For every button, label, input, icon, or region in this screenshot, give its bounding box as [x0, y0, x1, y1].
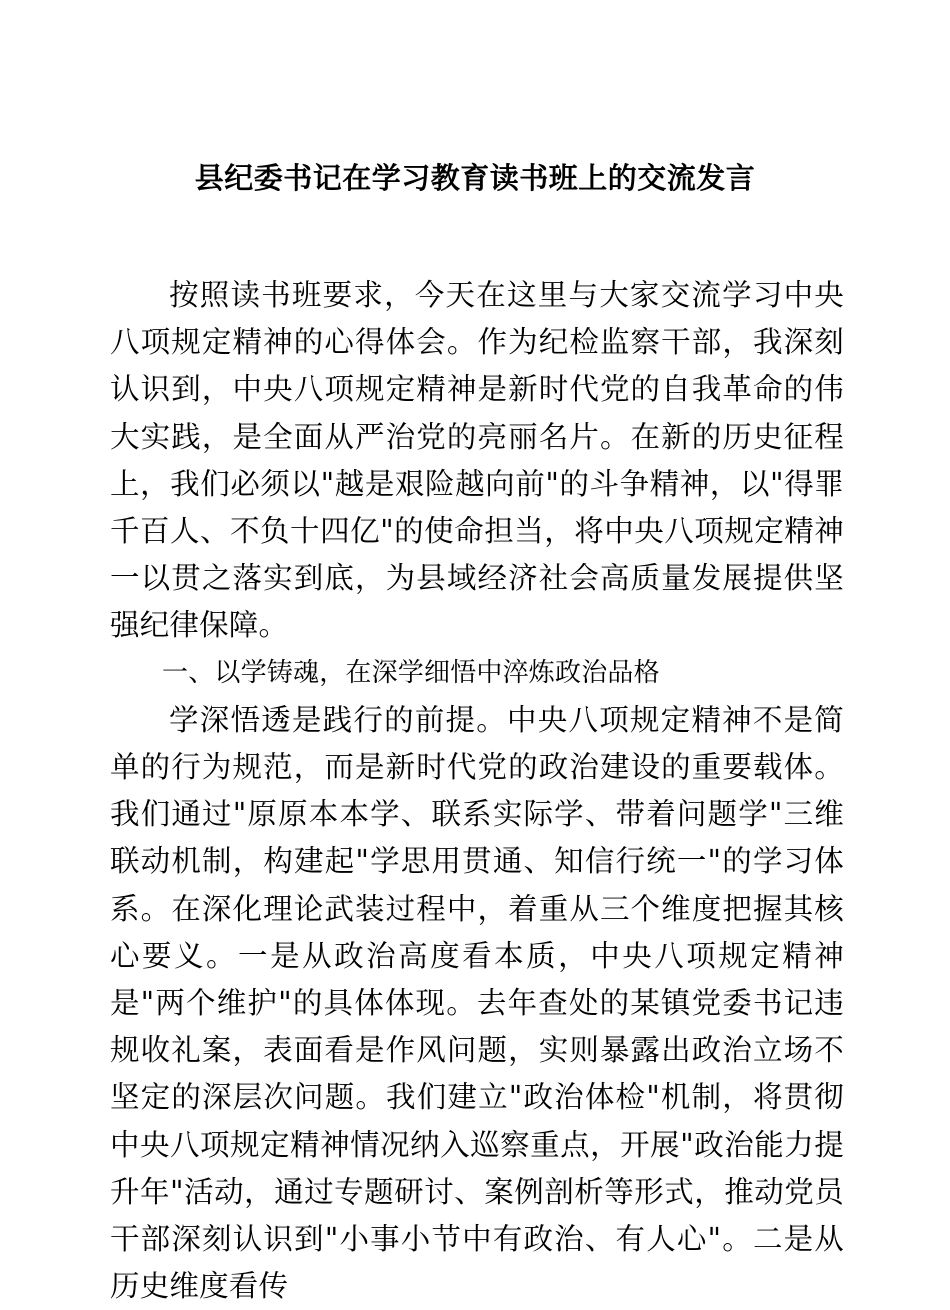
intro-paragraph: 按照读书班要求，今天在这里与大家交流学习中央八项规定精神的心得体会。作为纪检监察干部，我深刻认识到，中央八项规定精神是新时代党的自我革命的伟大实践，是全面从严治党的亮丽名片。在新的历史征程上，我们必须以"越是艰险越向前"的斗争精神，以"得罪千百人、不负十四亿"的使命担当，将中央八项规定精神一以贯之落实到底，为县域经济社会高质量发展提供坚强纪律保障。	[110, 278, 844, 643]
page-title: 县纪委书记在学习教育读书班上的交流发言	[194, 161, 756, 195]
section-one-body: 学深悟透是践行的前提。中央八项规定精神不是简单的行为规范，而是新时代党的政治建设的重要载体。我们通过"原原本本学、联系实际学、带着问题学"三维联动机制，构建起"学思用贯通、知信行统一"的学习体系。在深化理论武装过程中，着重从三个维度把握其核心要义。一是从政治高度看本质，中央八项规定精神是"两个维护"的具体体现。去年查处的某镇党委书记违规收礼案，表面看是作风问题，实则暴露出政治立场不坚定的深层次问题。我们建立"政治体检"机制，将贯彻中央八项规定精神情况纳入巡察重点，开展"政治能力提升年"活动，通过专题研讨、案例剖析等形式，推动党员干部深刻认识到"小事小节中有政治、有人心"。二是从历史维度看传	[110, 702, 844, 1304]
section-heading-one: 一、以学铸魂，在深学细悟中淬炼政治品格	[162, 657, 660, 688]
document-body	[110, 272, 844, 1310]
